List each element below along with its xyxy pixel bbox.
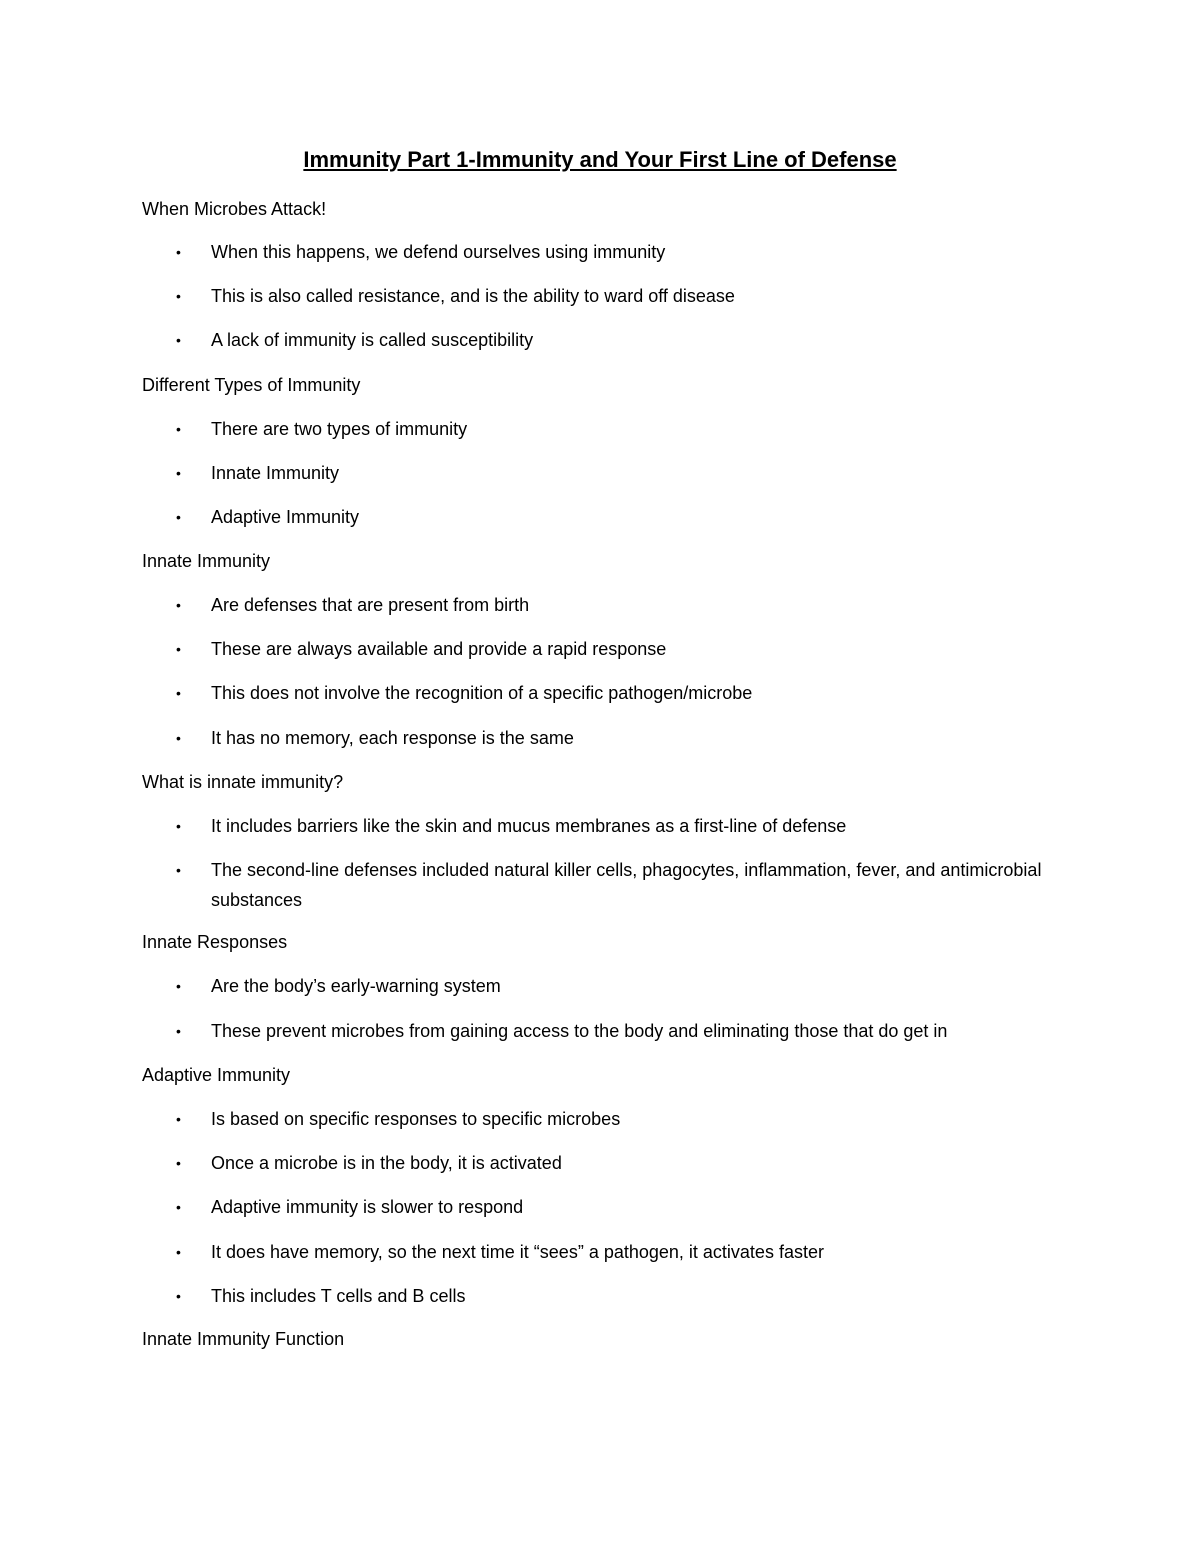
bullet-icon: • (176, 1111, 181, 1127)
list-item (176, 237, 1056, 267)
list-item (176, 414, 1056, 444)
list-item (176, 723, 1056, 753)
list-item-text: The second-line defenses included natural killer cells, phagocytes, inflammation, fever, and antimicrobial substances (211, 860, 1042, 910)
page-title: Immunity Part 1-Immunity and Your First Line of Defense (303, 147, 897, 172)
list-item-text: This does not involve the recognition of a specific pathogen/microbe (211, 683, 753, 703)
bullet-icon: • (176, 641, 181, 657)
list-item-text: Is based on specific responses to specific microbes (211, 1109, 621, 1129)
list-item (176, 811, 1056, 841)
list-item-text: It includes barriers like the skin and mucus membranes as a first-line of defense (211, 816, 847, 836)
list-item (176, 458, 1056, 488)
section-heading: Adaptive Immunity (142, 1065, 291, 1085)
bullet-icon: • (176, 818, 181, 834)
bullet-icon: • (176, 862, 181, 878)
list-item-text: When this happens, we defend ourselves using immunity (211, 242, 666, 262)
section-heading: Innate Immunity Function (142, 1329, 345, 1349)
section-heading: Innate Immunity (142, 551, 271, 571)
bullet-icon: • (176, 685, 181, 701)
list-item-text: Are defenses that are present from birth (211, 595, 530, 615)
list-item-text: Adaptive immunity is slower to respond (211, 1197, 524, 1217)
section-heading: Innate Responses (142, 932, 288, 952)
list-item (176, 1237, 1056, 1267)
list-item (176, 502, 1056, 532)
bullet-icon: • (176, 597, 181, 613)
list-item (176, 1192, 1056, 1222)
list-item-text: Once a microbe is in the body, it is activated (211, 1153, 562, 1173)
list-item-text: Are the body’s early-warning system (211, 976, 501, 996)
section-heading: When Microbes Attack! (142, 199, 327, 219)
list-item (176, 325, 1056, 355)
list-item (176, 1016, 1076, 1046)
bullet-icon: • (176, 1244, 181, 1260)
section-heading: Different Types of Immunity (142, 375, 361, 395)
list-item (176, 1104, 1056, 1134)
list-item (176, 1281, 1056, 1311)
section-heading: What is innate immunity? (142, 772, 344, 792)
bullet-icon: • (176, 244, 181, 260)
bullet-icon: • (176, 1288, 181, 1304)
list-item-text: Innate Immunity (211, 463, 340, 483)
list-item (176, 590, 1056, 620)
bullet-icon: • (176, 465, 181, 481)
list-item-text: There are two types of immunity (211, 419, 468, 439)
list-item-text: This includes T cells and B cells (211, 1286, 466, 1306)
bullet-icon: • (176, 730, 181, 746)
bullet-icon: • (176, 978, 181, 994)
list-item-text: Adaptive Immunity (211, 507, 360, 527)
bullet-icon: • (176, 332, 181, 348)
bullet-icon: • (176, 509, 181, 525)
bullet-icon: • (176, 1023, 181, 1039)
list-item (176, 281, 1056, 311)
list-item-text: These are always available and provide a rapid response (211, 639, 667, 659)
list-item-text: It has no memory, each response is the same (211, 728, 574, 748)
bullet-icon: • (176, 421, 181, 437)
list-item (176, 855, 1056, 915)
list-item-text: A lack of immunity is called susceptibility (211, 330, 534, 350)
list-item (176, 1148, 1056, 1178)
bullet-icon: • (176, 1199, 181, 1215)
list-item-text: These prevent microbes from gaining access to the body and eliminating those that do get in (211, 1021, 948, 1041)
list-item (176, 678, 1056, 708)
list-item-text: This is also called resistance, and is the ability to ward off disease (211, 286, 735, 306)
bullet-icon: • (176, 288, 181, 304)
list-item-text: It does have memory, so the next time it “sees” a pathogen, it activates faster (211, 1242, 824, 1262)
bullet-icon: • (176, 1155, 181, 1171)
list-item (176, 971, 1056, 1001)
list-item (176, 634, 1056, 664)
